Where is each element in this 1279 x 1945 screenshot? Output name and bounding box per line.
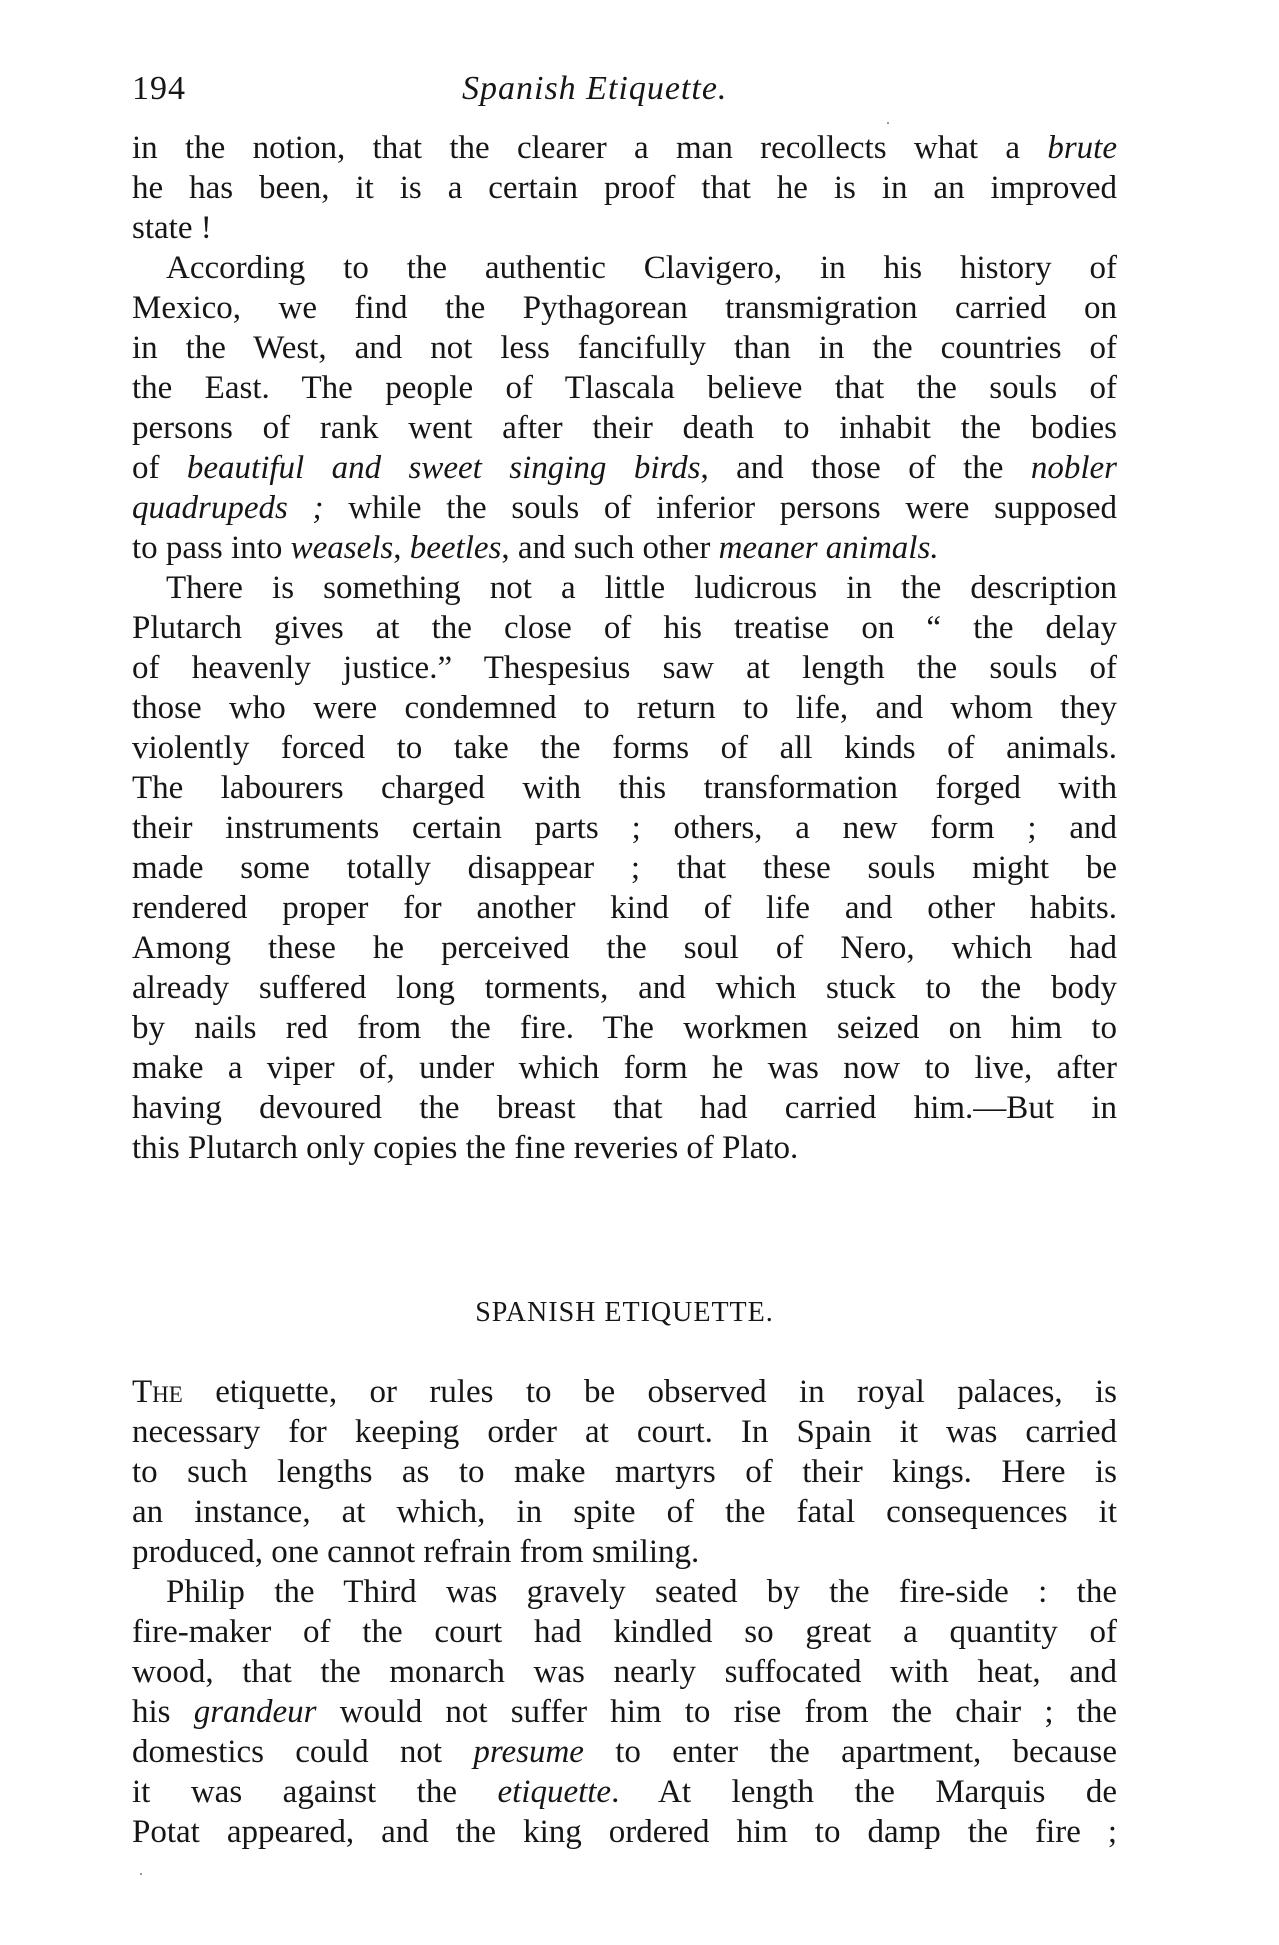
text-line — [132, 488, 1117, 528]
text-segment: this Plutarch only copies the fine reveries of Plato. — [132, 1130, 799, 1166]
text-segment: domestics could not — [132, 1734, 474, 1770]
italic-text: grandeur — [193, 1694, 317, 1730]
text-segment: Among these he perceived the soul of Nero, which had — [132, 930, 1117, 966]
text-segment: . At length the Marquis de — [611, 1774, 1117, 1810]
italic-text: beetles — [409, 530, 502, 566]
paragraph — [132, 1572, 1117, 1852]
text-line — [132, 1652, 1117, 1692]
text-segment: in the notion, that the clearer a man recollects what a — [132, 130, 1048, 166]
paper-speck — [887, 122, 889, 124]
text-line — [132, 1492, 1117, 1532]
text-line — [132, 968, 1117, 1008]
text-segment: Plutarch gives at the close of his treatise on “ the delay — [132, 610, 1117, 646]
text-line — [132, 728, 1117, 768]
text-segment: to such lengths as to make martyrs of their kings. Here is — [132, 1454, 1117, 1490]
text-line — [132, 888, 1117, 928]
section-heading: SPANISH ETIQUETTE. — [475, 1297, 774, 1328]
small-caps-text: The — [132, 1374, 183, 1410]
text-line — [132, 288, 1117, 328]
text-segment: necessary for keeping order at court. In Spain it was carried — [132, 1414, 1117, 1450]
text-segment: The labourers charged with this transformation forged with — [132, 770, 1117, 806]
text-segment: Potat appeared, and the king ordered him to damp the fire ; — [132, 1814, 1117, 1850]
text-line — [132, 688, 1117, 728]
text-line — [132, 768, 1117, 808]
text-line — [132, 608, 1117, 648]
running-head — [132, 70, 1117, 120]
running-title: Spanish Etiquette. — [462, 70, 728, 107]
paper-speck — [140, 1873, 142, 1875]
text-line — [132, 248, 1117, 288]
text-line — [132, 128, 1117, 168]
text-segment: in the West, and not less fancifully than in the countries of — [132, 330, 1117, 366]
text-segment: to pass into — [132, 530, 291, 566]
text-line — [132, 168, 1117, 208]
text-line — [132, 528, 1117, 568]
italic-text: weasels — [290, 530, 394, 566]
text-line — [132, 1812, 1117, 1852]
text-segment: it was against the — [132, 1774, 498, 1810]
text-line — [132, 1572, 1117, 1612]
text-line — [132, 208, 1117, 248]
text-segment: he has been, it is a certain proof that he is in an improved — [132, 170, 1117, 206]
text-line — [132, 408, 1117, 448]
paragraph — [132, 248, 1117, 568]
text-segment: There is something not a little ludicrous in the description — [166, 570, 1117, 606]
text-segment: make a viper of, under which form he was now to live, after — [132, 1050, 1117, 1086]
text-segment: Mexico, we find the Pythagorean transmigration carried on — [132, 290, 1117, 326]
text-line — [132, 1372, 1117, 1412]
page-number: 194 — [132, 70, 186, 107]
italic-text: meaner animals. — [718, 530, 939, 566]
italic-text: etiquette — [497, 1774, 612, 1810]
text-segment: persons of rank went after their death to inhabit the bodies — [132, 410, 1117, 446]
text-segment: an instance, at which, in spite of the fatal consequences it — [132, 1494, 1117, 1530]
text-line — [132, 928, 1117, 968]
text-segment: having devoured the breast that had carried him.—But in — [132, 1090, 1117, 1126]
text-line — [132, 1412, 1117, 1452]
text-line — [132, 368, 1117, 408]
text-segment: by nails red from the fire. The workmen seized on him to — [132, 1010, 1117, 1046]
text-segment: of — [132, 450, 187, 486]
text-line — [132, 1008, 1117, 1048]
italic-text: presume — [473, 1734, 584, 1770]
text-line — [132, 1128, 1117, 1168]
text-line — [132, 848, 1117, 888]
text-line — [132, 1612, 1117, 1652]
text-line — [132, 1088, 1117, 1128]
text-segment: rendered proper for another kind of life and other habits. — [132, 890, 1117, 926]
text-segment: those who were condemned to return to life, and whom they — [132, 690, 1117, 726]
text-segment: etiquette, or rules to be observed in royal palaces, is — [182, 1374, 1117, 1410]
text-segment: of heavenly justice.” Thespesius saw at length the souls of — [132, 650, 1117, 686]
text-segment: wood, that the monarch was nearly suffocated with heat, and — [132, 1654, 1117, 1690]
text-line — [132, 1532, 1117, 1572]
italic-text: nobler — [1030, 450, 1118, 486]
text-segment: already suffered long torments, and which stuck to the body — [132, 970, 1117, 1006]
section-text-block — [132, 1372, 1117, 1852]
text-line — [132, 1048, 1117, 1088]
text-line — [132, 1692, 1117, 1732]
text-line — [132, 328, 1117, 368]
text-line — [132, 1452, 1117, 1492]
text-segment: while the souls of inferior persons were supposed — [323, 490, 1117, 526]
text-line — [132, 1732, 1117, 1772]
text-segment: his — [132, 1694, 194, 1730]
text-segment: , and those of the — [700, 450, 1031, 486]
text-segment: fire-maker of the court had kindled so great a quantity of — [132, 1614, 1117, 1650]
paragraph — [132, 1372, 1117, 1572]
italic-text: beautiful and sweet singing birds — [186, 450, 701, 486]
text-line — [132, 648, 1117, 688]
text-segment: made some totally disappear ; that these souls might be — [132, 850, 1117, 886]
italic-text: quadrupeds ; — [132, 490, 324, 526]
paragraph — [132, 128, 1117, 248]
text-segment: would not suffer him to rise from the chair ; the — [316, 1694, 1117, 1730]
text-line — [132, 808, 1117, 848]
text-segment: According to the authentic Clavigero, in his history of — [166, 250, 1117, 286]
text-segment: violently forced to take the forms of all kinds of animals. — [132, 730, 1117, 766]
main-text-block — [132, 128, 1117, 1168]
text-segment: state ! — [132, 210, 212, 246]
text-segment: their instruments certain parts ; others, a new form ; and — [132, 810, 1117, 846]
text-segment: , — [393, 530, 410, 566]
text-line — [132, 568, 1117, 608]
text-segment: produced, one cannot refrain from smiling. — [132, 1534, 700, 1570]
text-segment: the East. The people of Tlascala believe that the souls of — [132, 370, 1117, 406]
text-segment: Philip the Third was gravely seated by the fire-side : the — [166, 1574, 1117, 1610]
text-line — [132, 1772, 1117, 1812]
italic-text: brute — [1047, 130, 1117, 166]
paragraph — [132, 568, 1117, 1168]
text-segment: , and such other — [501, 530, 719, 566]
text-line — [132, 448, 1117, 488]
text-segment: to enter the apartment, because — [583, 1734, 1117, 1770]
